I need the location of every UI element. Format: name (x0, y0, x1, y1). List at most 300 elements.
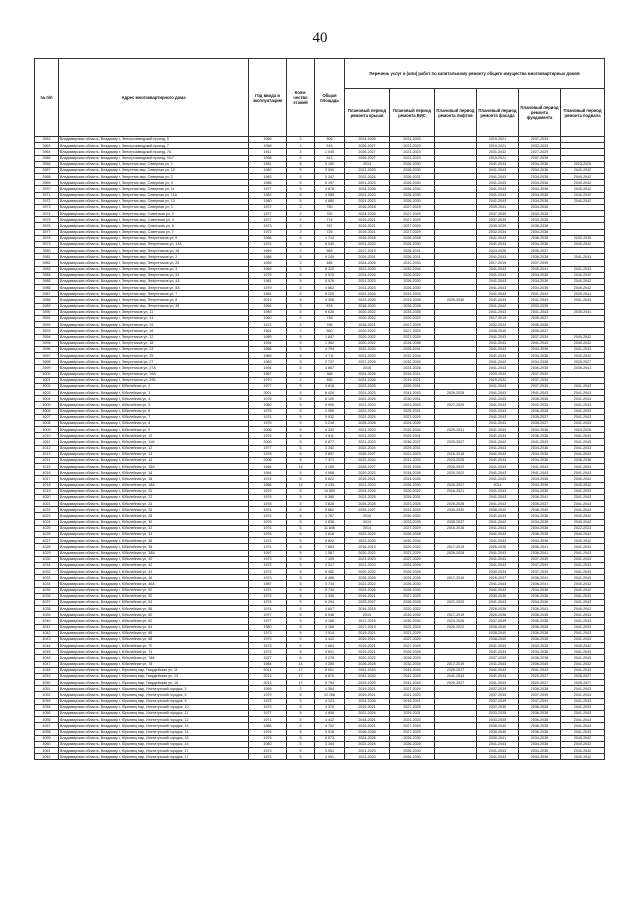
cell-area: 5 347 (315, 174, 345, 180)
cell-floors: 2 (287, 248, 315, 254)
cell-lifts: 2021-2023 (435, 599, 477, 605)
cell-year: 1977 (249, 655, 287, 661)
cell-area: 6 040 (315, 241, 345, 247)
cell-area: 4 068 (315, 470, 345, 476)
cell-address: Владимирская область, Владимир г, Юрьевец мкр, Институтский городок, 13 (59, 723, 249, 729)
cell-floors: 5 (287, 630, 315, 636)
cell-year: 1977 (249, 217, 287, 223)
cell-facade: 2038-2040 (477, 723, 519, 729)
cell-floors: 5 (287, 334, 315, 340)
cell-num: 3999 (35, 365, 59, 371)
cell-vis: 2027-2029 (390, 334, 435, 340)
cell-num: 3970 (35, 186, 59, 192)
cell-vis: 2021-2023 (390, 402, 435, 408)
cell-vis: 2026-2028 (390, 599, 435, 605)
cell-vis: 2026-2030 (390, 754, 435, 760)
cell-foundation: 2036-2041 (519, 550, 561, 556)
cell-foundation: 2036-2038 (519, 686, 561, 692)
cell-year: 1979 (249, 488, 287, 494)
cell-facade: 2041-2043 (477, 198, 519, 204)
cell-vis: 2023-2035 (390, 519, 435, 525)
cell-roof: 2029-2031 (345, 254, 390, 260)
cell-foundation: 2033-2035 (519, 211, 561, 217)
cell-year: 1964 (249, 303, 287, 309)
cell-roof: 2022-2024 (345, 291, 390, 297)
cell-foundation: 2035-2037 (519, 501, 561, 507)
cell-lifts: 2020-2022 (435, 464, 477, 470)
cell-year: 1989 (249, 334, 287, 340)
cell-year: 1975 (249, 272, 287, 278)
cell-year: 1974 (249, 587, 287, 593)
cell-year: 1994 (249, 365, 287, 371)
cell-roof: 2022-2024 (345, 346, 390, 352)
cell-num: 3975 (35, 217, 59, 223)
cell-vis: 2030-2031 (390, 396, 435, 402)
cell-roof: 2022-2024 (345, 445, 390, 451)
cell-roof: 2027-2029 (345, 359, 390, 365)
cell-floors: 5 (287, 420, 315, 426)
cell-facade: 2041-2043 (477, 464, 519, 470)
cell-floors: 5 (287, 587, 315, 593)
cell-lifts: 2026-2028 (435, 390, 477, 396)
cell-address: Владимирская область, Владимир г, Юбилейная ул, 18 (59, 476, 249, 482)
cell-vis: 2024-2026 (390, 476, 435, 482)
cell-roof: 2025-2027 (345, 507, 390, 513)
cell-year: 2013 (249, 297, 287, 303)
cell-address: Владимирская область, Владимир г, Энергетик мкр, Северная ул, 10 (59, 167, 249, 173)
cell-vis: 2031-2033 (390, 507, 435, 513)
cell-basement: 2040-2042 (561, 519, 605, 525)
cell-vis: 2041-2043 (390, 390, 435, 396)
cell-vis: 2032-2034 (390, 464, 435, 470)
cell-basement: 2041-2043 (561, 390, 605, 396)
cell-facade: 2041-2043 (477, 414, 519, 420)
cell-facade: 2041-2043 (477, 334, 519, 340)
cell-basement: 2041-2043 (561, 451, 605, 457)
cell-foundation: 2035-2037 (519, 420, 561, 426)
cell-roof: 2020-2022 (345, 655, 390, 661)
cell-floors: 5 (287, 451, 315, 457)
cell-foundation: 2034-2036 (519, 204, 561, 210)
cell-foundation: 2034-2036 (519, 278, 561, 284)
cell-year: 1979 (249, 285, 287, 291)
cell-basement: 2036-2038 (561, 457, 605, 463)
cell-vis: 2027-2029 (390, 723, 435, 729)
cell-num: 3998 (35, 359, 59, 365)
cell-roof: 2016-2021 (345, 593, 390, 599)
cell-roof: 2021-2023 (345, 285, 390, 291)
cell-year: 1994 (249, 340, 287, 346)
cell-area: 4 678 (315, 186, 345, 192)
cell-vis: 2027-2029 (390, 414, 435, 420)
cell-address: Владимирская область, Владимир г, Юбилейная ул, 52 (59, 593, 249, 599)
cell-vis: 2031-2033 (390, 291, 435, 297)
cell-num: 4045 (35, 649, 59, 655)
cell-year: 1960 (249, 315, 287, 321)
cell-facade: 2041-2043 (477, 167, 519, 173)
cell-floors: 5 (287, 359, 315, 365)
cell-year: 1977 (249, 710, 287, 716)
cell-roof: 2017-2019 (345, 248, 390, 254)
cell-roof: 2018-2020 (345, 303, 390, 309)
cell-roof: 2026-2028 (345, 420, 390, 426)
cell-facade: 2026-2036 (477, 612, 519, 618)
cell-roof: 2021-2023 (345, 754, 390, 760)
cell-floors: 5 (287, 717, 315, 723)
cell-vis: 2026-2028 (390, 532, 435, 538)
cell-year: 1973 (249, 630, 287, 636)
cell-vis: 2026-2030 (390, 581, 435, 587)
cell-address: Владимирская область, Владимир г, Энергетиков ул, 18 (59, 340, 249, 346)
cell-year: 1972 (249, 322, 287, 328)
cell-floors: 5 (287, 569, 315, 575)
cell-area: 3 412 (315, 636, 345, 642)
cell-year: 2006 (249, 427, 287, 433)
cell-foundation: 2034-2036 (519, 161, 561, 167)
cell-area: 5 822 (315, 538, 345, 544)
cell-roof: 2022-2024 (345, 710, 390, 716)
cell-foundation: 2037-2039 (519, 562, 561, 568)
cell-basement: 2033-2035 (561, 235, 605, 241)
cell-address: Владимирская область, Владимир г, Юрьевец мкр, Институтский городок, 11 (59, 710, 249, 716)
cell-num: 3982 (35, 260, 59, 266)
cell-address: Владимирская область, Владимир г, Юбилейная ул, 15А (59, 464, 249, 470)
cell-address: Владимирская область, Владимир г, Юрьевец мкр, Институтский городок, 15 (59, 735, 249, 741)
cell-address: Владимирская область, Владимир г, Энергетик мкр, Северная ул, 11 (59, 186, 249, 192)
cell-basement: 2041-2043 (561, 470, 605, 476)
cell-foundation: 2036-2038 (519, 612, 561, 618)
cell-floors: 5 (287, 396, 315, 402)
cell-foundation: 2034-2036 (519, 285, 561, 291)
cell-facade: 2014 (477, 482, 519, 488)
cell-lifts: 2039-2040 (435, 297, 477, 303)
cell-year: 1974 (249, 507, 287, 513)
cell-area: 506 (315, 137, 345, 143)
cell-floors: 5 (287, 562, 315, 568)
cell-floors: 5 (287, 624, 315, 630)
cell-roof: 2020-2022 (345, 340, 390, 346)
cell-num: 4051 (35, 686, 59, 692)
cell-roof: 2019-2021 (345, 723, 390, 729)
cell-lifts: 2025-2027 (435, 439, 477, 445)
cell-facade: 2041-2043 (477, 408, 519, 414)
cell-lifts: 2026-2028 (435, 501, 477, 507)
cell-facade: 2041-2043 (477, 661, 519, 667)
cell-foundation: 2041-2043 (519, 340, 561, 346)
cell-address: Владимирская область, Владимир г, Юрьевец мкр, Институтский городок, 14 (59, 729, 249, 735)
cell-num: 4049 (35, 673, 59, 679)
cell-lifts: 2017-2019 (435, 575, 477, 581)
cell-vis: 2030-2032 (390, 513, 435, 519)
cell-year: 1986 (249, 346, 287, 352)
cell-facade: 2019-2021 (477, 137, 519, 143)
cell-address: Владимирская область, Владимир г, Энергетиков ул, 14 (59, 315, 249, 321)
cell-basement: 2040-2042 (561, 587, 605, 593)
cell-address: Владимирская область, Владимир г, Энергетик мкр, Энергетиков ул, 34 (59, 272, 249, 278)
cell-num: 4001 (35, 377, 59, 383)
cell-floors: 5 (287, 198, 315, 204)
cell-num: 3963 (35, 143, 59, 149)
cell-roof: 2023-2025 (345, 680, 390, 686)
cell-num: 4037 (35, 599, 59, 605)
cell-floors: 5 (287, 278, 315, 284)
cell-floors: 2 (287, 371, 315, 377)
cell-address: Владимирская область, Владимир г, Юбилейная ул, 5 (59, 402, 249, 408)
cell-area: 3 818 (315, 532, 345, 538)
cell-basement: 2041-2043 (561, 655, 605, 661)
cell-floors: 5 (287, 365, 315, 371)
cell-facade: 2041-2043 (477, 402, 519, 408)
cell-foundation: 2036-2038 (519, 624, 561, 630)
cell-facade: 2026-2036 (477, 606, 519, 612)
cell-facade: 2037-2039 (477, 704, 519, 710)
cell-floors: 5 (287, 241, 315, 247)
cell-address: Владимирская область, Владимир г, Энергетик мкр, Энергетиков ул, 5А (59, 285, 249, 291)
cell-address: Владимирская область, Владимир г, Юрьевец мкр, Институтский городок, 12 (59, 717, 249, 723)
cell-floors: 5 (287, 291, 315, 297)
cell-floors: 5 (287, 636, 315, 642)
cell-floors: 5 (287, 346, 315, 352)
cell-year: 1997 (249, 550, 287, 556)
cell-num: 4006 (35, 408, 59, 414)
cell-address: Владимирская область, Владимир г, Электрозаводский проезд, 9/17 (59, 155, 249, 161)
cell-year: 1989 (249, 309, 287, 315)
cell-vis: 2026-2031 (390, 248, 435, 254)
cell-facade: 2041-2043 (477, 519, 519, 525)
cell-roof: 2020-2022 (345, 309, 390, 315)
cell-year: 1973 (249, 649, 287, 655)
cell-floors: 5 (287, 501, 315, 507)
cell-floors: 14 (287, 464, 315, 470)
cell-facade: 2041-2043 (477, 161, 519, 167)
cell-foundation: 2036-2038 (519, 636, 561, 642)
cell-roof: 2022-2024 (345, 457, 390, 463)
cell-num: 3980 (35, 248, 59, 254)
cell-roof: 2016-2019 (345, 544, 390, 550)
cell-area: 6 626 (315, 309, 345, 315)
cell-floors: 2 (287, 143, 315, 149)
cell-roof: 2026-2027 (345, 143, 390, 149)
cell-year: 1978 (249, 494, 287, 500)
cell-floors: 5 (287, 476, 315, 482)
cell-foundation: 2035-2037 (519, 315, 561, 321)
cell-facade: 2041-2043 (477, 494, 519, 500)
cell-vis: 2030-2032 (390, 538, 435, 544)
cell-vis: 2031-2033 (390, 457, 435, 463)
cell-floors: 2 (287, 137, 315, 143)
cell-floors: 5 (287, 593, 315, 599)
cell-floors: 5 (287, 167, 315, 173)
cell-foundation: 2036-2041 (519, 544, 561, 550)
cell-facade: 2041-2043 (477, 433, 519, 439)
cell-address: Владимирская область, Владимир г, Энергетиков ул, 25 (59, 353, 249, 359)
cell-area: 6 426 (315, 390, 345, 396)
cell-area: 5 576 (315, 278, 345, 284)
cell-floors: 2 (287, 204, 315, 210)
cell-roof: 2021-2023 (345, 167, 390, 173)
cell-area: 878 (315, 303, 345, 309)
cell-num: 3991 (35, 315, 59, 321)
cell-basement: 2040-2042 (561, 174, 605, 180)
cell-vis: 2021-2023 (390, 155, 435, 161)
cell-basement: 2040-2042 (561, 754, 605, 760)
cell-facade: 2041-2043 (477, 291, 519, 297)
cell-floors: 5 (287, 180, 315, 186)
cell-year: 1974 (249, 538, 287, 544)
cell-foundation: 2036-2038 (519, 396, 561, 402)
cell-num: 4053 (35, 698, 59, 704)
cell-vis: 2026-2031 (390, 494, 435, 500)
cell-roof: 2024-2026 (345, 272, 390, 278)
cell-basement: 2039-2041 (561, 309, 605, 315)
cell-vis: 2029-2031 (390, 433, 435, 439)
cell-address: Владимирская область, Владимир г, Энергетик мкр, Энергетиков ул, 2 (59, 254, 249, 260)
cell-basement: 2040-2042 (561, 606, 605, 612)
cell-floors: 5 (287, 408, 315, 414)
header-foundation: Плановый период ремонта фундамента (519, 89, 561, 137)
cell-floors: 5 (287, 532, 315, 538)
cell-roof: 2026-2027 (345, 149, 390, 155)
cell-area: 6 048 (315, 612, 345, 618)
cell-area: 3 897 (315, 451, 345, 457)
cell-num: 4048 (35, 667, 59, 673)
cell-year: 1971 (249, 717, 287, 723)
cell-foundation: 2025-2027 (519, 673, 561, 679)
cell-vis: 2033-2035 (390, 309, 435, 315)
cell-num: 3968 (35, 174, 59, 180)
header-vis: Плановый период ремонта ВИС (390, 89, 435, 137)
cell-address: Владимирская область, Владимир г, Юбилейная ул, 70 (59, 643, 249, 649)
cell-num: 3988 (35, 297, 59, 303)
cell-year: 1967 (249, 371, 287, 377)
cell-num: 4044 (35, 643, 59, 649)
cell-year: 1983 (249, 359, 287, 365)
header-num: № п/п (35, 59, 59, 137)
cell-floors: 5 (287, 575, 315, 581)
cell-vis: 2036-2037 (390, 439, 435, 445)
cell-year: 1989 (249, 266, 287, 272)
cell-foundation: 2034-2036 (519, 488, 561, 494)
cell-foundation: 2036-2038 (519, 729, 561, 735)
cell-facade: 2038-2040 (477, 624, 519, 630)
cell-foundation: 2036-2038 (519, 710, 561, 716)
cell-lifts (435, 754, 477, 760)
cell-basement: 2041-2043 (561, 507, 605, 513)
cell-vis: 2032-2034 (390, 266, 435, 272)
cell-address: Владимирская область, Владимир г, Юрьевец мкр, Институтский городок, 10 (59, 704, 249, 710)
cell-num: 4018 (35, 482, 59, 488)
cell-floors: 5 (287, 161, 315, 167)
cell-num: 4034 (35, 581, 59, 587)
cell-year: 1970 (249, 377, 287, 383)
cell-foundation: 2037-2039 (519, 260, 561, 266)
cell-address: Владимирская область, Владимир г, Юрьевец мкр, Гвардейская ул, 11 (59, 667, 249, 673)
cell-facade: 2037-2039 (477, 692, 519, 698)
cell-year: 1985 (249, 723, 287, 729)
cell-area: 782 (315, 211, 345, 217)
cell-year: 1974 (249, 476, 287, 482)
cell-area: 6 332 (315, 427, 345, 433)
cell-roof: 2024-2026 (345, 137, 390, 143)
cell-floors: 17 (287, 673, 315, 679)
cell-address: Владимирская область, Владимир г, Юбилейная ул, 60 (59, 612, 249, 618)
cell-roof: 2021-2023 (345, 562, 390, 568)
cell-floors: 2 (287, 377, 315, 383)
cell-vis: 2033-2035 (390, 297, 435, 303)
cell-area: 4 168 (315, 624, 345, 630)
cell-area: 2 737 (315, 359, 345, 365)
cell-facade: 2041-2043 (477, 235, 519, 241)
cell-foundation: 2034-2036 (519, 180, 561, 186)
cell-floors: 5 (287, 383, 315, 389)
cell-facade: 2041-2043 (477, 457, 519, 463)
cell-facade: 2041-2043 (477, 649, 519, 655)
cell-vis: 2027-2029 (390, 636, 435, 642)
cell-vis: 2020-2022 (390, 606, 435, 612)
cell-facade: 2039-2039 (477, 223, 519, 229)
cell-lifts: 2018-2021 (435, 488, 477, 494)
cell-floors: 2 (287, 322, 315, 328)
cell-num: 4010 (35, 433, 59, 439)
cell-basement: 2041-2043 (561, 649, 605, 655)
cell-area: 4 794 (315, 346, 345, 352)
cell-vis: 2029-2031 (390, 445, 435, 451)
cell-roof: 2020-2022 (345, 569, 390, 575)
cell-foundation: 2036-2041 (519, 494, 561, 500)
cell-basement: 2040-2042 (561, 340, 605, 346)
cell-address: Владимирская область, Владимир г, Энергетик мкр, Энергетиков ул, 14А (59, 241, 249, 247)
cell-area: 4 607 (315, 606, 345, 612)
cell-year: 2001 (249, 390, 287, 396)
cell-roof: 2019-2021 (345, 686, 390, 692)
cell-vis: 2020-2022 (390, 544, 435, 550)
cell-area: 6 466 (315, 575, 345, 581)
cell-floors: 5 (287, 550, 315, 556)
cell-address: Владимирская область, Владимир г, Юбилейная ул, 78А (59, 655, 249, 661)
cell-vis: 2020-2022 (390, 488, 435, 494)
cell-area: 8 320 (315, 266, 345, 272)
cell-year: 1974 (249, 599, 287, 605)
cell-foundation: 2037-2039 (519, 569, 561, 575)
cell-address: Владимирская область, Владимир г, Юбилейная ул, 78 (59, 661, 249, 667)
cell-lifts: 2016-2018 (435, 525, 477, 531)
cell-num: 3984 (35, 272, 59, 278)
cell-area: 774 (315, 217, 345, 223)
cell-vis: 2021-2023 (390, 143, 435, 149)
cell-year: 1989 (249, 353, 287, 359)
cell-address: Владимирская область, Владимир г, Энергетиков ул, 12 (59, 334, 249, 340)
cell-basement: 2025-2027 (561, 680, 605, 686)
cell-num: 4047 (35, 661, 59, 667)
cell-basement: 2040-2042 (561, 476, 605, 482)
cell-year: 1976 (249, 532, 287, 538)
cell-year: 1974 (249, 414, 287, 420)
cell-facade: 2019-2021 (477, 155, 519, 161)
cell-foundation: 2041-2043 (519, 667, 561, 673)
cell-facade: 2041-2043 (477, 550, 519, 556)
cell-facade: 2026-2037 (477, 575, 519, 581)
cell-area: 3 342 (315, 445, 345, 451)
cell-roof: 2023-2025 (345, 538, 390, 544)
cell-facade: 2041-2043 (477, 643, 519, 649)
cell-vis: 2026-2028 (390, 569, 435, 575)
cell-area: 7 371 (315, 457, 345, 463)
cell-floors: 5 (287, 254, 315, 260)
cell-address: Владимирская область, Владимир г, Энергетик мкр, Северная ул, 1 (59, 161, 249, 167)
cell-vis: 2023-2025 (390, 501, 435, 507)
cell-lifts: 2016-2018 (435, 451, 477, 457)
cell-basement: 2040-2042 (561, 538, 605, 544)
